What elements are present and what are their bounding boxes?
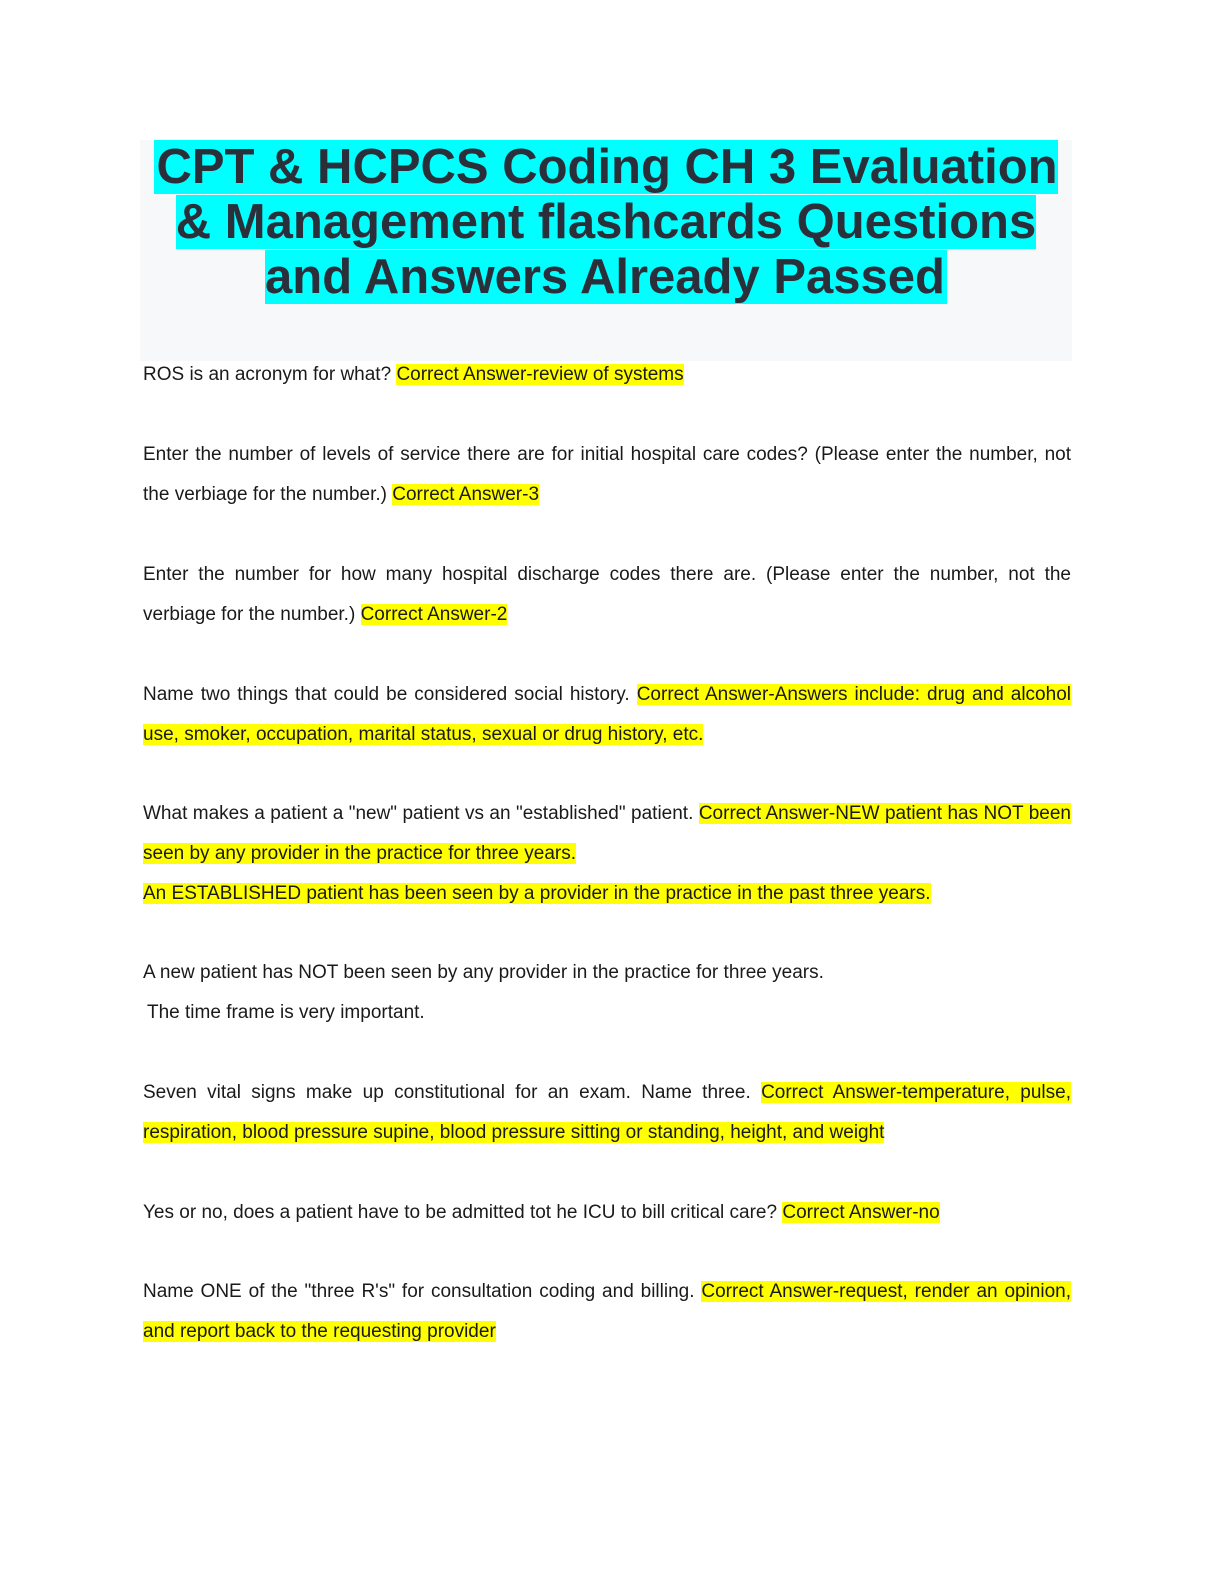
document-title-text: CPT & HCPCS Coding CH 3 Evaluation & Management flashcards Questions and Answers Already Passed	[156, 140, 1058, 304]
answer-text-line-2: An ESTABLISHED patient has been seen by a provider in the practice in the past three years.	[143, 883, 931, 904]
answer-text: Correct Answer-Answers include: drug and alcohol use, smoker, occupation, marital status, sexual or drug history, etc.	[143, 684, 1071, 745]
answer-text: Correct Answer-request, render an opinion, and report back to the requesting provider	[143, 1281, 1072, 1342]
answer-text: Correct Answer-2	[360, 604, 508, 625]
question-text: What makes a patient a "new" patient vs an "established" patient.	[143, 803, 694, 824]
answer-text: Correct Answer-temperature, pulse, respiration, blood pressure supine, blood pressure sitting or standing, height, and weight	[143, 1082, 1071, 1143]
note-line-1: A new patient has NOT been seen by any provider in the practice for three years.	[143, 962, 824, 983]
question-text: Yes or no, does a patient have to be admitted tot he ICU to bill critical care?	[143, 1202, 778, 1223]
answer-text: Correct Answer-review of systems	[396, 364, 684, 385]
qa-item-7	[143, 1193, 1071, 1233]
qa-item-6	[143, 1073, 1071, 1153]
document-title	[140, 140, 1072, 305]
qa-item-4	[143, 675, 1071, 755]
note-line-2: The time frame is very important.	[147, 1002, 425, 1023]
question-text: Enter the number of levels of service there are for initial hospital care codes? (Please enter the number, not the verbiage for the number.)	[143, 444, 1071, 505]
answer-text: Correct Answer-no	[782, 1202, 940, 1223]
answer-text: Correct Answer-NEW patient has NOT been seen by any provider in the practice for three years.	[143, 803, 1071, 864]
question-text: Seven vital signs make up constitutional for an exam. Name three.	[143, 1082, 751, 1103]
note-item	[143, 953, 1071, 1033]
qa-item-1	[143, 355, 1071, 395]
qa-item-8	[143, 1272, 1071, 1352]
title-box	[140, 140, 1072, 361]
question-text: Enter the number for how many hospital discharge codes there are. (Please enter the number, not the verbiage for the number.)	[143, 564, 1071, 625]
qa-item-3	[143, 555, 1071, 635]
question-text: Name two things that could be considered social history.	[143, 684, 630, 705]
answer-text: Correct Answer-3	[392, 484, 540, 505]
qa-item-5	[143, 794, 1071, 914]
question-text: Name ONE of the "three R's" for consultation coding and billing.	[143, 1281, 695, 1302]
qa-item-2	[143, 435, 1071, 515]
question-text: ROS is an acronym for what?	[143, 364, 392, 385]
